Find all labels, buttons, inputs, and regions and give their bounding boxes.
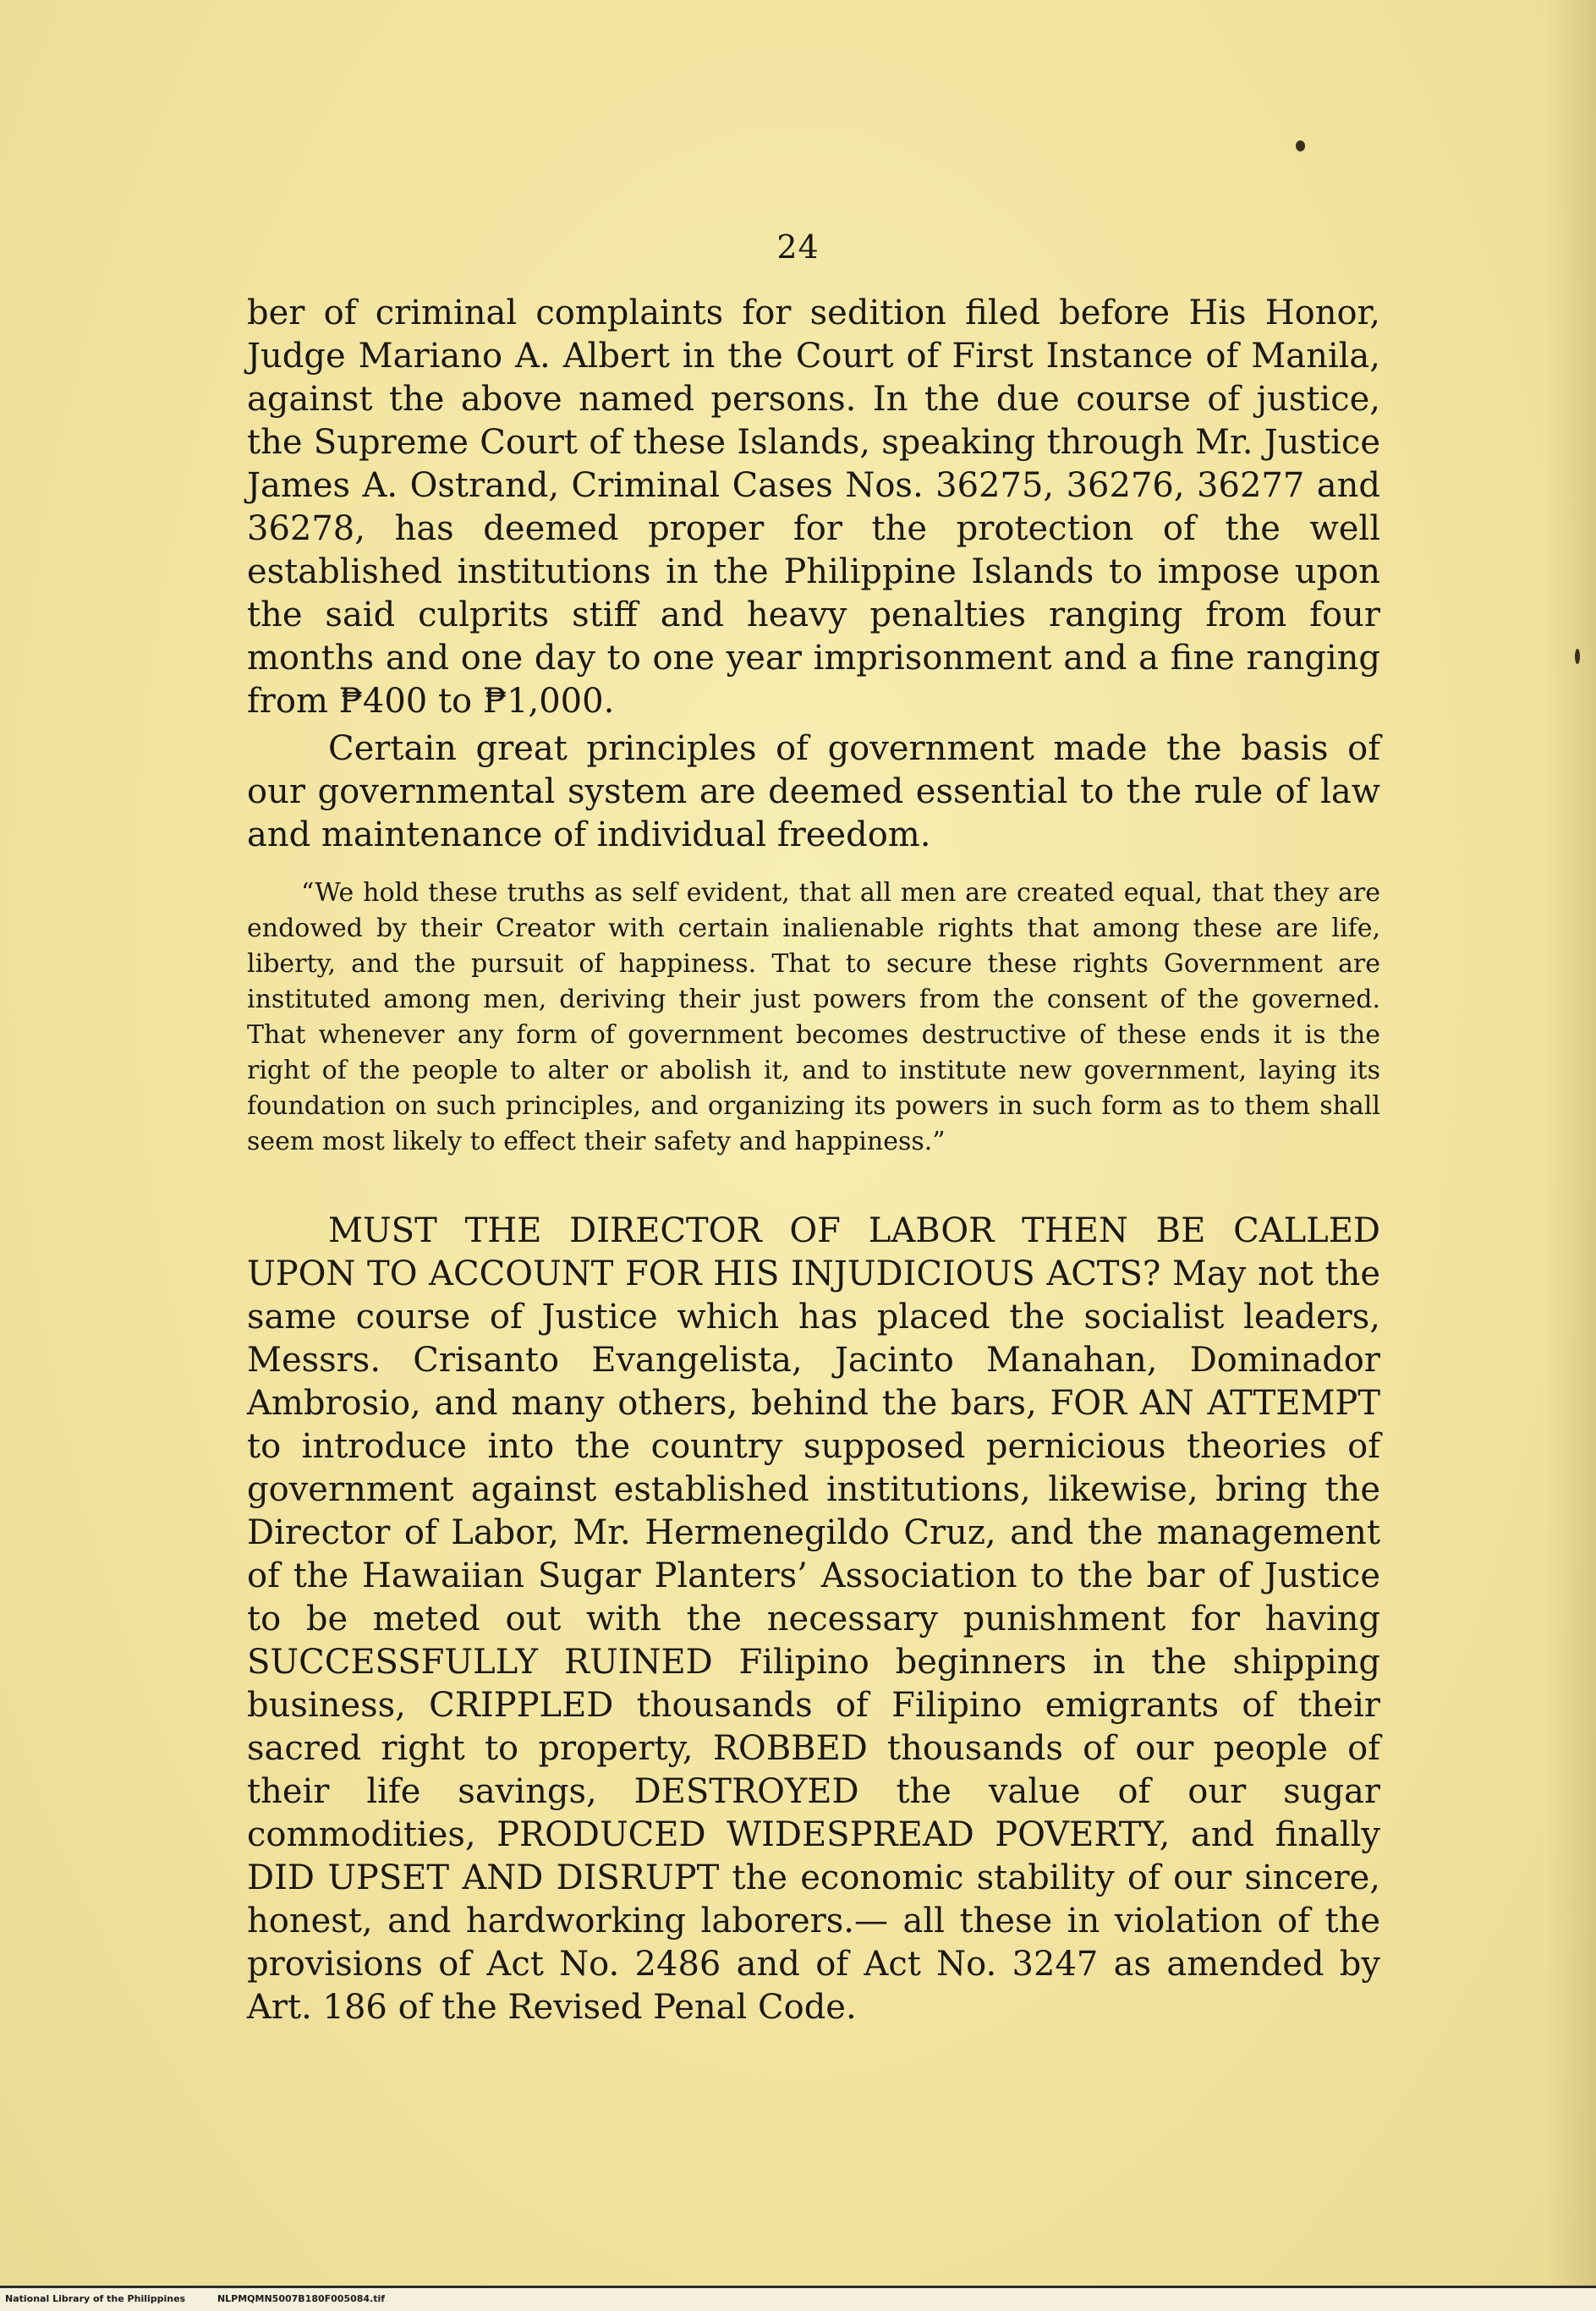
- paragraph-principles: Certain great principles of government made the basis of our governmental system are deemed essential to the rule of law and maintenance of individual freedom.: [247, 729, 1380, 854]
- paper-speck: [1296, 140, 1305, 151]
- page-edge-shadow: [1545, 0, 1596, 2311]
- paper-speck: [1575, 649, 1580, 664]
- paragraph-sedition-cases: ber of criminal complaints for sedition filed before His Honor, Judge Mariano A. Albert in the Court of First Instance of Manila, against the above named persons. In the due course of justice, the Supreme Court of these Islands, speaking through Mr. Justice James A. Ostrand, Criminal Cases Nos. 36275, 36276, 36277 and 36278, has deemed proper for the protection of the well established institutions in the Philippine Islands to impose upon the said culprits stiff and heavy penalties ranging from four months and one day to one year imprisonment and a fine ranging from ₱400 to ₱1,000.: [247, 294, 1380, 721]
- page-number: 24: [776, 228, 820, 266]
- footer-library-name: National Library of the Philippines: [5, 2293, 186, 2304]
- declaration-quote: “We hold these truths as self evident, that all men are created equal, that they are endowed by their Creator with certain inalienable rights that among these are life, liberty, and the pursuit of happiness. That to secure these rights Government are instituted among men, deriving their just powers from the consent of the governed. That whenever any form of government becomes destructive of these ends it is the right of the people to alter or abolish it, and to institute new government, laying its foundation on such principles, and organizing its powers in such form as to them shall seem most likely to effect their safety and happiness.”: [247, 878, 1380, 1156]
- footer-file-id: NLPMQMN5007B180F005084.tif: [217, 2293, 386, 2304]
- paragraph-director-of-labor: MUST THE DIRECTOR OF LABOR THEN BE CALLED UPON TO ACCOUNT FOR HIS INJUDICIOUS ACTS? May not the same course of Justice which has placed the socialist leaders, Messrs. Crisanto Evangelista, Jacinto Manahan, Dominador Ambrosio, and many others, behind the bars, FOR AN ATTEMPT to introduce into the country supposed pernicious theories of government against established institutions, likewise, bring the Director of Labor, Mr. Hermenegildo Cruz, and the management of the Hawaiian Sugar Planters’ Association to the bar of Justice to be meted out with the necessary punishment for having SUCCESSFULLY RUINED Filipino beginners in the shipping business, CRIPPLED thousands of Filipino emigrants of their sacred right to property, ROBBED thousands of our people of their life savings, DESTROYED the value of our sugar commodities, PRODUCED WIDESPREAD POVERTY, and finally DID UPSET AND DISRUPT the economic stability of our sincere, honest, and hardworking laborers.— all these in violation of the provisions of Act No. 2486 and of Act No. 3247 as amended by Art. 186 of the Revised Penal Code.: [247, 1211, 1380, 2027]
- scan-footer: [0, 2286, 1596, 2311]
